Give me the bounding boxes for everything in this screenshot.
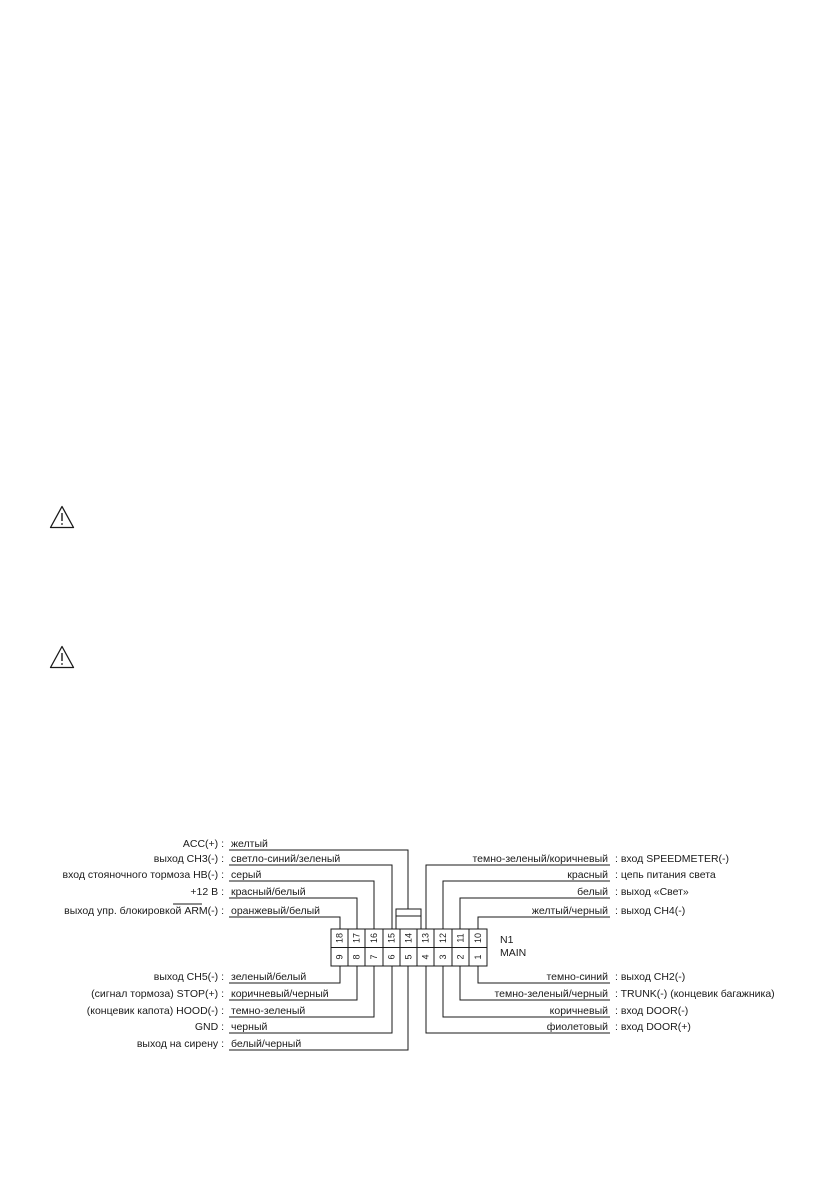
pin-number-12: 12 bbox=[438, 932, 448, 944]
wire-color-label: оранжевый/белый bbox=[231, 905, 321, 917]
left-wire-labels bbox=[63, 838, 341, 1050]
wire-color-label: белый/черный bbox=[231, 1038, 302, 1050]
pin-number-17: 17 bbox=[351, 932, 362, 944]
signal-label: GND : bbox=[194, 1021, 224, 1033]
signal-label: : выход CH4(-) bbox=[615, 905, 686, 917]
wire-color-label: темно-зеленый bbox=[231, 1005, 306, 1017]
wire-color-label: коричневый bbox=[549, 1005, 608, 1017]
wire-color-label: красный/белый bbox=[231, 886, 306, 898]
wire-color-label: серый bbox=[231, 869, 262, 881]
wire-color-label: коричневый/черный bbox=[231, 988, 329, 1000]
pin-number-14: 14 bbox=[403, 932, 414, 944]
wire-color-label: темно-синий bbox=[546, 971, 608, 983]
signal-label: : выход CH2(-) bbox=[615, 971, 686, 983]
pin-number-10: 10 bbox=[473, 932, 483, 944]
pin-number-3: 3 bbox=[438, 954, 448, 960]
signal-label: выход CH3(-) : bbox=[153, 853, 224, 865]
pin-number-16: 16 bbox=[369, 932, 379, 944]
wire-color-label: темно-зеленый/черный bbox=[494, 988, 608, 1000]
pin-number-6: 6 bbox=[386, 954, 397, 960]
pin-number-11: 11 bbox=[455, 933, 466, 943]
pin-number-5: 5 bbox=[403, 954, 414, 960]
signal-label: (концевик капота) HOOD(-) : bbox=[86, 1005, 224, 1017]
wire-color-label: фиолетовый bbox=[546, 1021, 608, 1033]
wire-color-label: желтый bbox=[231, 838, 268, 850]
right-wire-labels bbox=[472, 853, 774, 1033]
wire-color-label: белый bbox=[577, 886, 608, 898]
wire-color-label: черный bbox=[231, 1021, 268, 1033]
pin-number-18: 18 bbox=[334, 932, 345, 944]
pin-number-13: 13 bbox=[420, 932, 431, 944]
pin-number-9: 9 bbox=[334, 954, 345, 960]
signal-label: ACC(+) : bbox=[182, 838, 224, 850]
signal-label: выход упр. блокировкой ARM(-) : bbox=[64, 905, 224, 917]
signal-label: выход на сирену : bbox=[136, 1038, 224, 1050]
signal-label: вход стояночного тормоза HB(-) : bbox=[62, 869, 224, 881]
pin-number-4: 4 bbox=[420, 954, 431, 960]
wire-color-label: зеленый/белый bbox=[231, 971, 307, 983]
signal-label: выход CH5(-) : bbox=[153, 971, 224, 983]
signal-label: : цепь питания света bbox=[615, 869, 716, 881]
wire-color-label: темно-зеленый/коричневый bbox=[472, 853, 608, 865]
pin-number-8: 8 bbox=[351, 954, 362, 960]
pin-number-15: 15 bbox=[386, 932, 397, 944]
signal-label: : вход DOOR(-) bbox=[615, 1005, 689, 1017]
pin-number-7: 7 bbox=[369, 954, 379, 960]
connector-subname: MAIN bbox=[500, 947, 527, 959]
signal-label: (сигнал тормоза) STOP(+) : bbox=[91, 988, 224, 1000]
signal-label: : выход «Свет» bbox=[615, 886, 689, 898]
wire-color-label: светло-синий/зеленый bbox=[231, 853, 341, 865]
wire-color-label: красный bbox=[567, 869, 608, 881]
signal-label: : вход SPEEDMETER(-) bbox=[615, 853, 730, 865]
signal-label: : вход DOOR(+) bbox=[615, 1021, 691, 1033]
pin-number-1: 1 bbox=[473, 954, 483, 960]
pin-number-2: 2 bbox=[455, 954, 466, 960]
connector-name: N1 bbox=[500, 934, 514, 946]
signal-label: +12 В : bbox=[190, 886, 224, 898]
signal-label: : TRUNK(-) (концевик багажника) bbox=[615, 988, 775, 1000]
wire-color-label: желтый/черный bbox=[531, 905, 608, 917]
